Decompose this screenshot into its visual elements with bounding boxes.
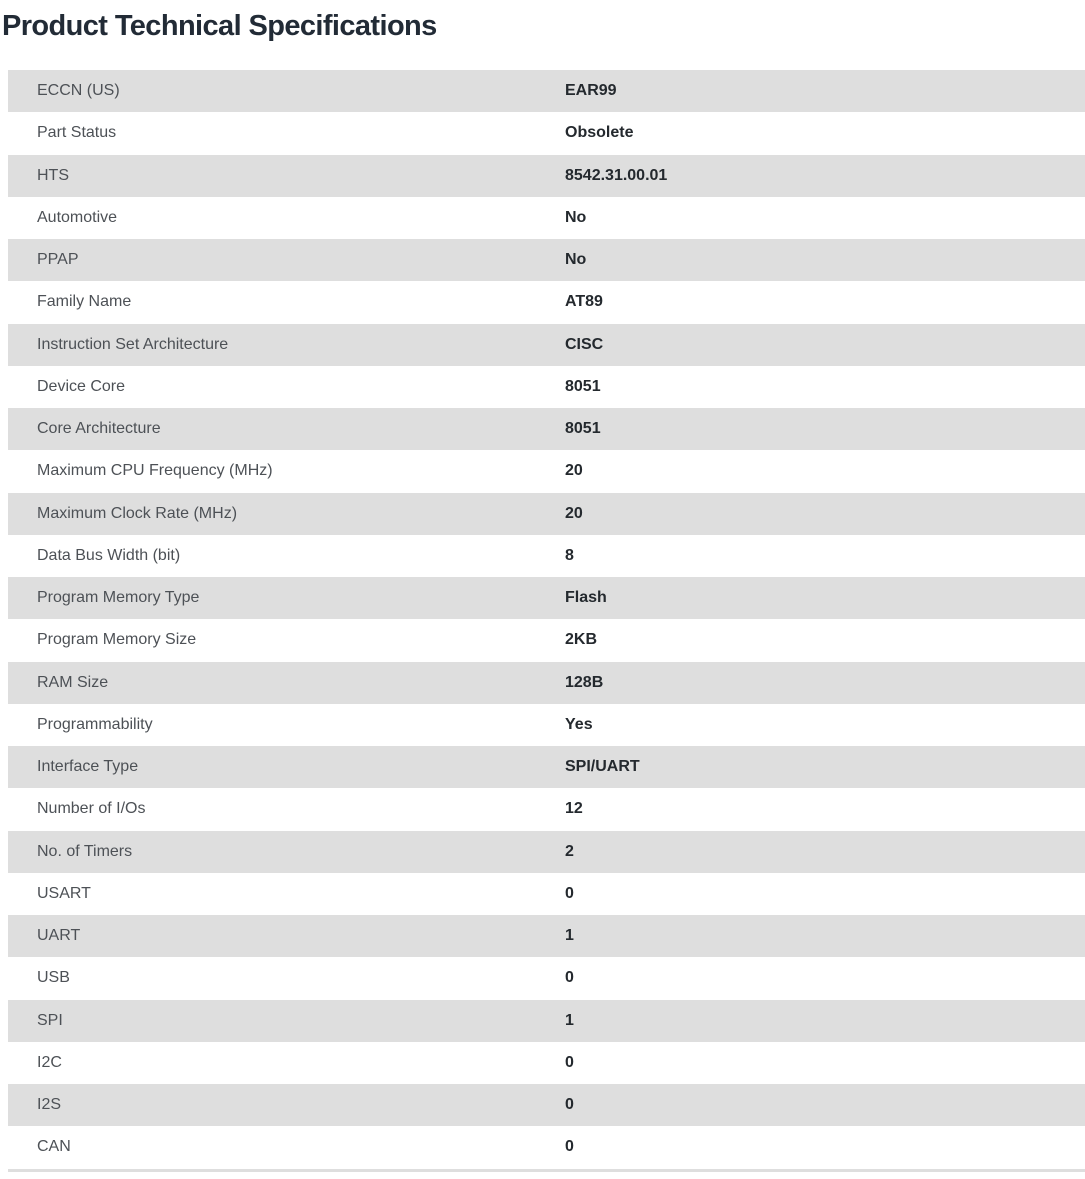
spec-row	[8, 915, 1085, 957]
spec-label: CAN	[37, 1138, 71, 1156]
spec-label: UART	[37, 927, 81, 945]
spec-row	[8, 831, 1085, 873]
spec-label: Maximum CPU Frequency (MHz)	[37, 462, 273, 480]
partial-next-row	[8, 1169, 1085, 1172]
spec-row	[8, 408, 1085, 450]
spec-label: Program Memory Size	[37, 631, 197, 649]
spec-row	[8, 746, 1085, 788]
spec-row	[8, 1000, 1085, 1042]
spec-row	[8, 70, 1085, 112]
spec-label: SPI	[37, 1011, 63, 1029]
spec-value: 0	[565, 884, 574, 902]
spec-value: 0	[565, 1096, 574, 1114]
spec-row	[8, 1126, 1085, 1168]
spec-value: 8542.31.00.01	[565, 166, 668, 184]
spec-label: Family Name	[37, 293, 132, 311]
spec-value: Obsolete	[565, 124, 634, 142]
spec-label: RAM Size	[37, 673, 109, 691]
spec-row	[8, 1084, 1085, 1126]
spec-label: Core Architecture	[37, 420, 161, 438]
spec-value: 20	[565, 462, 583, 480]
spec-value: CISC	[565, 335, 604, 353]
spec-label: ECCN (US)	[37, 82, 120, 100]
spec-row	[8, 450, 1085, 492]
spec-label: Program Memory Type	[37, 589, 200, 607]
spec-value: 1	[565, 1011, 574, 1029]
spec-label: No. of Timers	[37, 842, 133, 860]
spec-row	[8, 239, 1085, 281]
spec-value: 8051	[565, 420, 601, 438]
spec-row	[8, 535, 1085, 577]
spec-value: AT89	[565, 293, 603, 311]
spec-value: SPI/UART	[565, 758, 640, 776]
spec-row	[8, 873, 1085, 915]
spec-value: No	[565, 208, 587, 226]
spec-row	[8, 366, 1085, 408]
spec-table	[8, 70, 1085, 1169]
spec-label: I2S	[37, 1096, 62, 1114]
spec-row	[8, 324, 1085, 366]
spec-row	[8, 281, 1085, 323]
spec-value: Flash	[565, 589, 607, 607]
spec-value: 2KB	[565, 631, 598, 649]
spec-value: 0	[565, 1138, 574, 1156]
spec-label: Maximum Clock Rate (MHz)	[37, 504, 238, 522]
spec-label: USART	[37, 884, 91, 902]
spec-value: No	[565, 251, 587, 269]
spec-label: I2C	[37, 1053, 62, 1071]
spec-value: 0	[565, 969, 574, 987]
spec-label: PPAP	[37, 251, 79, 269]
page-title: Product Technical Specifications	[2, 10, 437, 42]
spec-value: 12	[565, 800, 583, 818]
spec-row	[8, 957, 1085, 999]
spec-label: USB	[37, 969, 70, 987]
spec-value: 1	[565, 927, 574, 945]
spec-value: 8051	[565, 377, 601, 395]
spec-row	[8, 704, 1085, 746]
spec-label: Data Bus Width (bit)	[37, 546, 181, 564]
spec-label: Instruction Set Architecture	[37, 335, 229, 353]
spec-row	[8, 1042, 1085, 1084]
spec-row	[8, 155, 1085, 197]
spec-label: Interface Type	[37, 758, 139, 776]
spec-value: EAR99	[565, 82, 617, 100]
spec-row	[8, 619, 1085, 661]
spec-label: Automotive	[37, 208, 118, 226]
spec-row	[8, 577, 1085, 619]
spec-value: 20	[565, 504, 583, 522]
spec-value: 0	[565, 1053, 574, 1071]
spec-value: 2	[565, 842, 574, 860]
spec-label: HTS	[37, 166, 69, 184]
spec-value: Yes	[565, 715, 593, 733]
spec-row	[8, 197, 1085, 239]
spec-row	[8, 662, 1085, 704]
spec-label: Part Status	[37, 124, 117, 142]
spec-label: Number of I/Os	[37, 800, 146, 818]
spec-value: 128B	[565, 673, 604, 691]
spec-label: Programmability	[37, 715, 153, 733]
spec-row	[8, 112, 1085, 154]
spec-row	[8, 788, 1085, 830]
product-specs-page	[0, 8, 1085, 1172]
spec-row	[8, 493, 1085, 535]
spec-value: 8	[565, 546, 574, 564]
spec-label: Device Core	[37, 377, 126, 395]
